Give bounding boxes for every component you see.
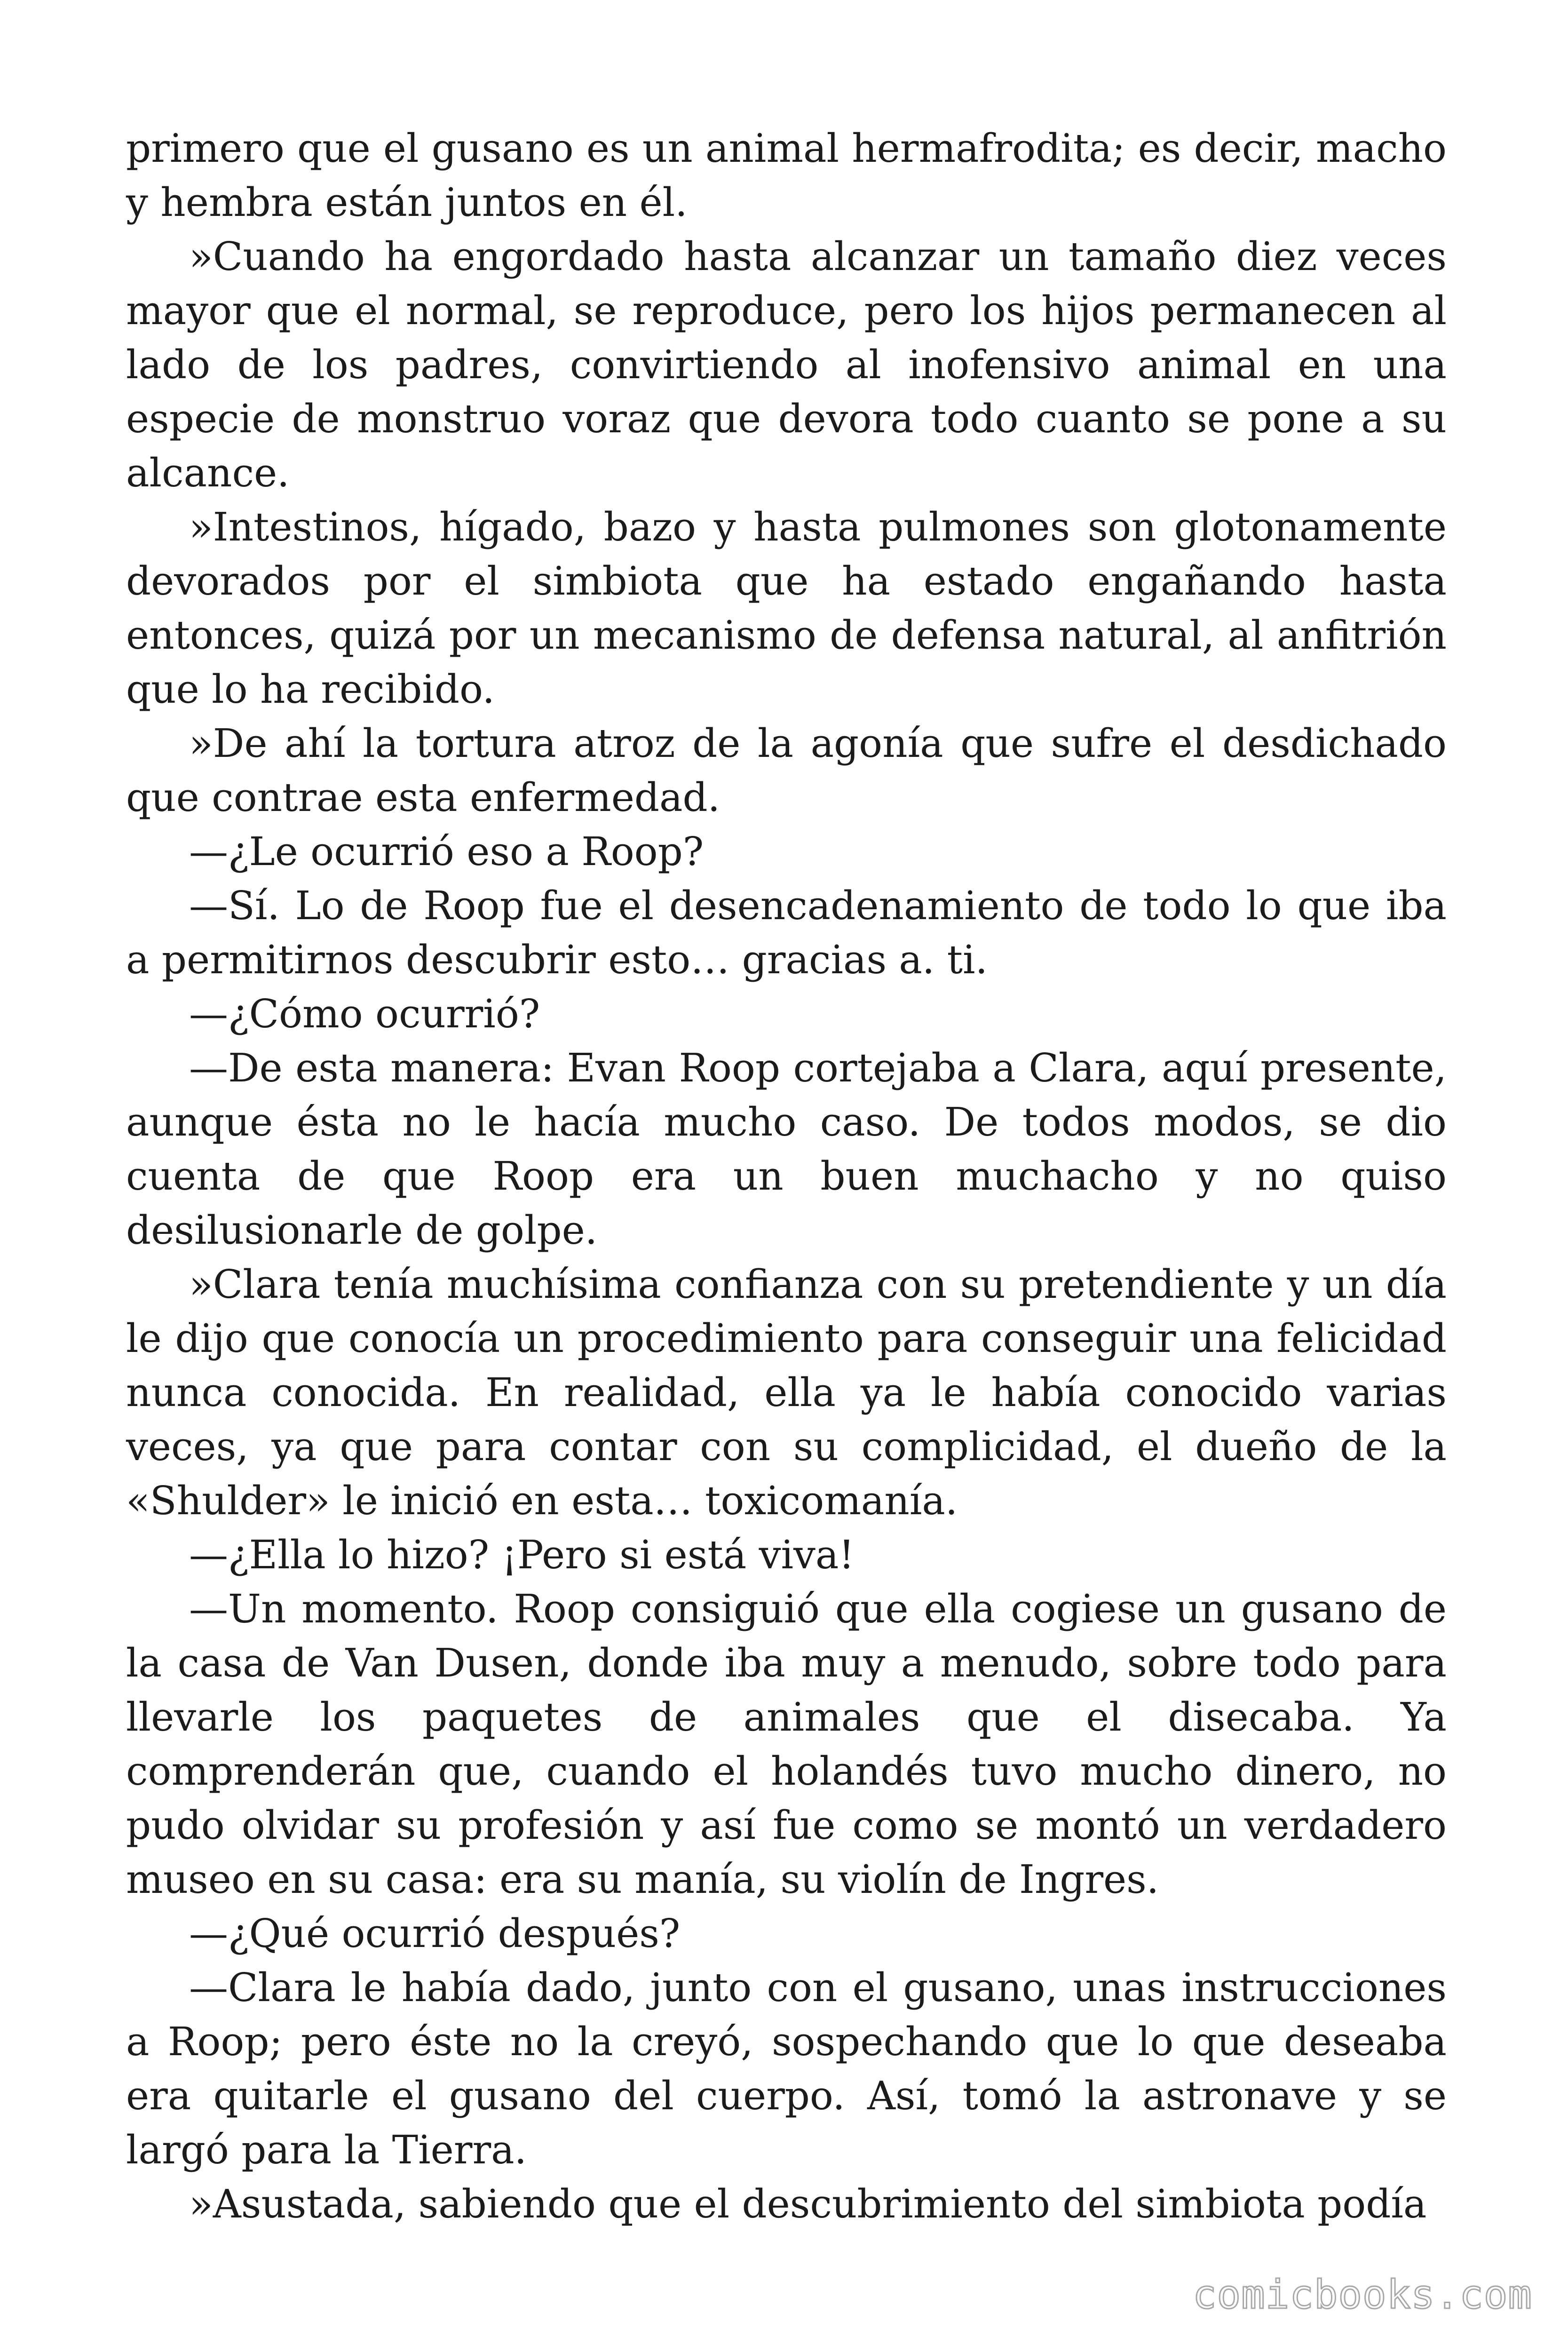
dialogue-line: —Clara le había dado, junto con el gusano, unas instrucciones a Roop; pero éste no la creyó, sospechando que lo que deseaba era quitarle el gusano del cuerpo. Así, tomó la astronave y se largó para la Tierra. xyxy=(126,1965,1447,2173)
paragraph: »Asustada, sabiendo que el descubrimiento del simbiota podía xyxy=(189,2181,1427,2227)
dialogue-line: —¿Ella lo hizo? ¡Pero si está viva! xyxy=(189,1532,855,1578)
site-watermark: comicbooks.com xyxy=(1192,2272,1532,2318)
dialogue-line: —Sí. Lo de Roop fue el desencadenamiento de todo lo que iba a permitirnos descubrir esto… gracias a. ti. xyxy=(126,883,1447,983)
paragraph: »De ahí la tortura atroz de la agonía que sufre el desdichado que contrae esta enfermedad. xyxy=(126,721,1447,820)
dialogue-line: —¿Le ocurrió eso a Roop? xyxy=(189,829,704,874)
paragraph: primero que el gusano es un animal hermafrodita; es decir, macho y hembra están juntos en él. xyxy=(126,126,1447,225)
dialogue-line: —¿Qué ocurrió después? xyxy=(189,1911,681,1956)
paragraph: »Cuando ha engordado hasta alcanzar un tamaño diez veces mayor que el normal, se reproduce, pero los hijos permanecen al lado de los padres, convirtiendo al inofensivo animal en una especie de monstruo voraz que devora todo cuanto se pone a su alcance. xyxy=(126,234,1447,496)
dialogue-line: —Un momento. Roop consiguió que ella cogiese un gusano de la casa de Van Dusen, donde iba muy a menudo, sobre todo para llevarle los paquetes de animales que el disecaba. Ya comprenderán que, cuando el holandés tuvo mucho dinero, no pudo olvidar su profesión y así fue como se montó un verdadero museo en su casa: era su manía, su violín de Ingres. xyxy=(126,1586,1447,1902)
paragraph: »Intestinos, hígado, bazo y hasta pulmones son glotonamente devorados por el simbiota que ha estado engañando hasta entonces, quizá por un mecanismo de defensa natural, al anfitrión que lo ha recibido. xyxy=(126,504,1447,712)
paragraph: »Clara tenía muchísima confianza con su pretendiente y un día le dijo que conocía un procedimiento para conseguir una felicidad nunca conocida. En realidad, ella ya le había conocido varias veces, ya que para contar con su complicidad, el dueño de la «Shulder» le inició en esta… toxicomanía. xyxy=(126,1262,1447,1524)
dialogue-line: —¿Cómo ocurrió? xyxy=(189,991,540,1037)
dialogue-line: —De esta manera: Evan Roop cortejaba a Clara, aquí presente, aunque ésta no le hacía mucho caso. De todos modos, se dio cuenta de que Roop era un buen muchacho y no quiso desilusionarle de golpe. xyxy=(126,1045,1447,1253)
book-page-text xyxy=(126,121,1447,2231)
